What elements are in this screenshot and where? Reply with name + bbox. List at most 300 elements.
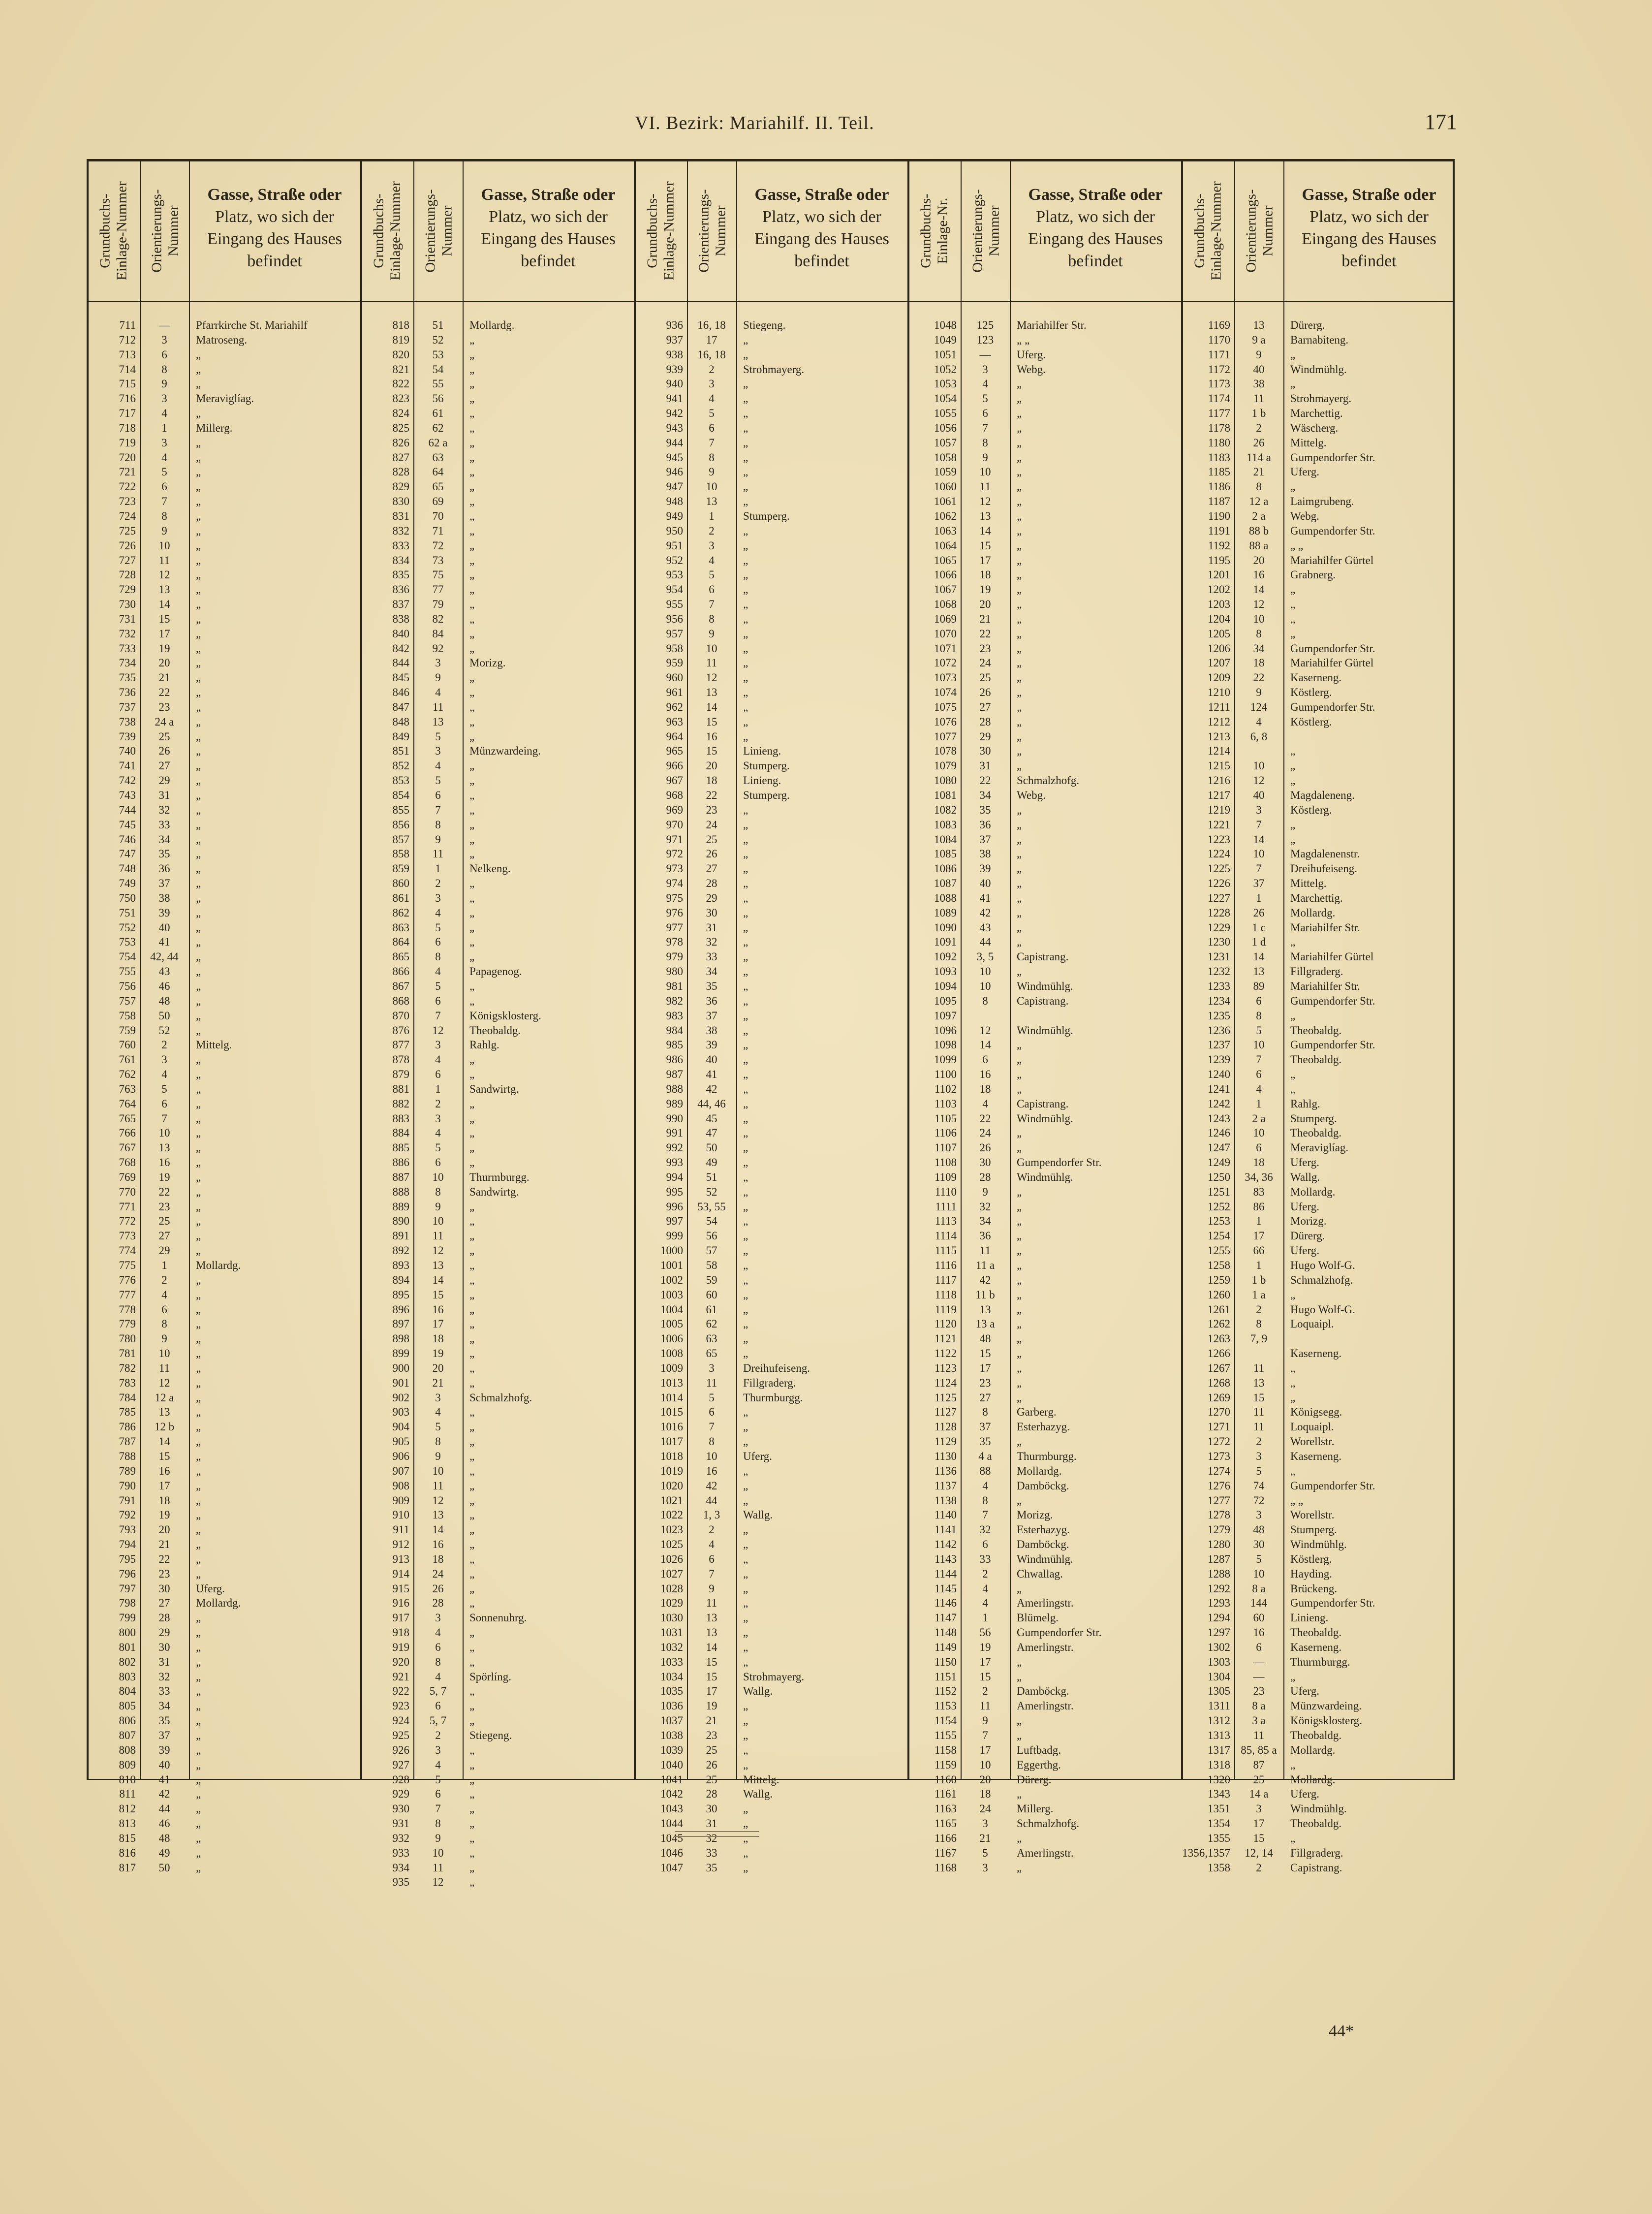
table-row <box>360 1067 634 1082</box>
street-name: „ <box>1017 745 1022 758</box>
table-row <box>907 1787 1181 1802</box>
orientierung-number: 5, 7 <box>429 1714 447 1727</box>
grundbuch-number: 857 <box>392 833 409 846</box>
grundbuch-number: 768 <box>119 1156 136 1169</box>
table-row <box>907 333 1181 348</box>
orientierung-number: 11 <box>158 554 170 567</box>
grundbuch-number: 738 <box>119 715 136 728</box>
orientierung-number: 17 <box>706 1685 717 1698</box>
orientierung-number: 9 <box>1256 686 1262 699</box>
table-row <box>87 538 360 553</box>
header-line: Grundbuchs- <box>371 193 387 268</box>
grundbuch-number: 1094 <box>934 980 957 992</box>
grundbuch-number: 987 <box>666 1068 683 1081</box>
grundbuch-number: 803 <box>119 1670 136 1683</box>
orientierung-number: 4 <box>982 1097 988 1110</box>
grundbuch-number: 1210 <box>1208 686 1230 699</box>
orientierung-number: 8 <box>435 950 441 963</box>
orientierung-number: 7 <box>161 495 167 508</box>
street-name: „ <box>743 994 748 1007</box>
orientierung-number: 56 <box>706 1230 717 1242</box>
street-name: „ <box>743 1612 748 1624</box>
street-name: „ <box>743 1112 748 1125</box>
table-row <box>360 1185 634 1200</box>
table-row <box>1181 1670 1455 1684</box>
orientierung-number: 4 <box>709 392 715 405</box>
grundbuch-number: 816 <box>119 1846 136 1859</box>
table-row <box>360 1479 634 1493</box>
orientierung-number: 7 <box>161 1112 167 1125</box>
street-name: „ <box>1017 392 1022 405</box>
grundbuch-number: 755 <box>119 965 136 978</box>
street-name: „ <box>743 1817 748 1830</box>
street-name: Windmühlg. <box>1017 1170 1073 1183</box>
grundbuch-number: 1095 <box>934 994 957 1007</box>
orientierung-number: 43 <box>158 965 170 978</box>
grundbuch-number: 950 <box>666 524 683 537</box>
street-name: „ <box>469 466 475 478</box>
orientierung-number: 29 <box>158 1244 170 1257</box>
orientierung-number: 39 <box>158 1743 170 1756</box>
grundbuch-number: 1033 <box>660 1655 683 1668</box>
table-row <box>1181 582 1455 597</box>
orientierung-number: 4 <box>435 906 441 919</box>
grundbuch-number: 1242 <box>1208 1097 1230 1110</box>
street-name: „ <box>196 1552 201 1565</box>
orientierung-number: 4 <box>435 1053 441 1066</box>
orientierung-number: 1, 3 <box>703 1509 720 1521</box>
grundbuch-number: 1224 <box>1208 848 1230 860</box>
street-name: „ <box>469 1846 475 1859</box>
orientierung-number: 1 a <box>1252 1288 1266 1301</box>
table-row <box>634 1302 907 1317</box>
street-name: „ <box>1290 774 1296 787</box>
table-rows <box>634 318 907 1875</box>
orientierung-number: 18 <box>432 1552 444 1565</box>
street-name: Wallg. <box>743 1788 773 1801</box>
street-name: „ <box>743 378 748 390</box>
grundbuch-number: 929 <box>392 1788 409 1801</box>
street-name: „ <box>1017 1332 1022 1345</box>
table-row <box>634 333 907 348</box>
street-name: „ <box>196 1685 201 1698</box>
orientierung-number: 32 <box>979 1200 991 1213</box>
end-rule-second <box>675 1836 759 1837</box>
grundbuch-number: 900 <box>392 1361 409 1374</box>
grundbuch-number: 784 <box>119 1391 136 1404</box>
table-row <box>360 1273 634 1288</box>
table-row <box>634 1361 907 1376</box>
table-row <box>360 1126 634 1140</box>
grundbuch-number: 715 <box>119 378 136 390</box>
street-name: Linieng. <box>1290 1612 1329 1624</box>
orientierung-number: 37 <box>706 1009 717 1022</box>
orientierung-number: 13 a <box>975 1318 995 1330</box>
street-name: Kaserneng. <box>1290 1347 1342 1360</box>
table-row <box>360 1831 634 1846</box>
orientierung-number: 2 <box>982 1685 988 1698</box>
orientierung-number: 8 <box>709 451 715 464</box>
grundbuch-number: 1254 <box>1208 1230 1230 1242</box>
orientierung-number: 27 <box>158 759 170 772</box>
street-name: „ <box>469 1127 475 1139</box>
table-row <box>907 847 1181 861</box>
street-name: Esterhazyg. <box>1017 1523 1070 1536</box>
header-line: befindet <box>794 252 849 270</box>
grundbuch-number: 1172 <box>1208 363 1230 376</box>
grundbuch-number: 817 <box>119 1861 136 1874</box>
orientierung-number: 4 <box>435 759 441 772</box>
street-name: Loquaipl. <box>1290 1421 1334 1433</box>
street-name: „ <box>1017 715 1022 728</box>
orientierung-number: 46 <box>158 980 170 992</box>
grundbuch-number: 1268 <box>1208 1376 1230 1389</box>
orientierung-number: 3 <box>161 1053 167 1066</box>
orientierung-number: 11 <box>706 657 717 669</box>
grundbuch-number: 842 <box>392 642 409 655</box>
grundbuch-number: 1114 <box>935 1230 957 1242</box>
table-row <box>907 1493 1181 1508</box>
street-name: „ <box>1017 1068 1022 1081</box>
street-name: „ <box>743 1758 748 1771</box>
header-line: Einlage-Nummer <box>661 181 678 281</box>
table-row <box>907 582 1181 597</box>
street-name: „ <box>743 1200 748 1213</box>
header-line: Gasse, Straße oder <box>481 186 616 204</box>
table-row <box>634 1522 907 1537</box>
table-row <box>907 1376 1181 1391</box>
table-row <box>87 1861 360 1875</box>
table-row <box>360 1670 634 1684</box>
street-name: „ <box>743 1597 748 1610</box>
grundbuch-number: 766 <box>119 1127 136 1139</box>
orientierung-number: 1 <box>435 862 441 875</box>
orientierung-number: 55 <box>432 378 444 390</box>
grundbuch-number: 955 <box>666 598 683 611</box>
orientierung-number: 34 <box>158 1700 170 1712</box>
orientierung-number: 20 <box>1253 554 1265 567</box>
orientierung-number: 48 <box>158 1832 170 1844</box>
street-name: „ <box>743 627 748 640</box>
table-row <box>634 1684 907 1699</box>
table-row <box>907 1449 1181 1464</box>
orientierung-number: 3 <box>982 363 988 376</box>
street-name: „ <box>743 612 748 625</box>
street-name: „ „ <box>1017 333 1030 346</box>
grundbuch-number: 1046 <box>660 1846 683 1859</box>
grundbuch-number: 966 <box>666 759 683 772</box>
street-name: „ <box>196 569 201 581</box>
table-row <box>1181 788 1455 803</box>
grundbuch-number: 1351 <box>1208 1803 1230 1815</box>
table-row <box>87 479 360 494</box>
grundbuch-number: 770 <box>119 1185 136 1198</box>
table-row <box>360 1346 634 1361</box>
grundbuch-number: 723 <box>119 495 136 508</box>
street-name: Strohmayerg. <box>743 363 805 376</box>
street-name: „ <box>469 1421 475 1433</box>
grundbuch-number: 1023 <box>660 1523 683 1536</box>
orientierung-number: 33 <box>158 818 170 831</box>
grundbuch-number: 1000 <box>660 1244 683 1257</box>
table-row <box>87 1743 360 1758</box>
table-row <box>1181 1684 1455 1699</box>
street-name: „ <box>743 657 748 669</box>
orientierung-number: 53, 55 <box>697 1200 726 1213</box>
grundbuch-number: 761 <box>119 1053 136 1066</box>
grundbuch-number: 1177 <box>1208 407 1230 420</box>
orientierung-number: 24 <box>979 1127 991 1139</box>
orientierung-number: 33 <box>706 950 717 963</box>
table-row <box>634 494 907 509</box>
orientierung-number: 10 <box>706 642 717 655</box>
grundbuch-number: 831 <box>392 509 409 522</box>
table-row <box>360 803 634 818</box>
street-name: Windmühlg. <box>1290 1803 1347 1815</box>
grundbuch-number: 853 <box>392 774 409 787</box>
table-row <box>907 568 1181 582</box>
grundbuch-number: 759 <box>119 1024 136 1037</box>
table-row <box>634 421 907 436</box>
orientierung-number: 5 <box>709 407 715 420</box>
orientierung-number: 10 <box>432 1846 444 1859</box>
orientierung-number: 23 <box>979 1376 991 1389</box>
orientierung-number: 8 <box>435 1817 441 1830</box>
table-row <box>907 1155 1181 1170</box>
street-name: „ <box>196 363 201 376</box>
table-row <box>634 1200 907 1214</box>
table-row <box>360 744 634 759</box>
grundbuch-number: 917 <box>392 1612 409 1624</box>
orientierung-number: 18 <box>432 1332 444 1345</box>
orientierung-number: 4 <box>982 378 988 390</box>
street-name: Gumpendorfer Str. <box>1290 451 1375 464</box>
street-name: „ <box>743 891 748 904</box>
table-row <box>360 568 634 582</box>
orientierung-number: 2 <box>709 524 715 537</box>
grundbuch-number: 1109 <box>934 1170 957 1183</box>
grundbuch-number: 932 <box>392 1832 409 1844</box>
street-name: „ <box>196 1127 201 1139</box>
orientierung-number: 2 a <box>1252 509 1266 522</box>
grundbuch-number: 902 <box>392 1391 409 1404</box>
table-row <box>360 582 634 597</box>
grundbuch-number: 927 <box>392 1758 409 1771</box>
street-name: Worellstr. <box>1290 1509 1335 1521</box>
table-row <box>1181 1846 1455 1861</box>
grundbuch-number: 1190 <box>1208 509 1230 522</box>
orientierung-number: 13 <box>432 715 444 728</box>
orientierung-number: 18 <box>706 774 717 787</box>
street-name: Königsklosterg. <box>1290 1714 1362 1727</box>
orientierung-number: 11 <box>706 1376 717 1389</box>
table-row <box>1181 847 1455 861</box>
orientierung-number: 69 <box>432 495 444 508</box>
grundbuch-number: 1278 <box>1208 1509 1230 1521</box>
orientierung-number: 35 <box>158 1714 170 1727</box>
orientierung-number: 7 <box>1256 1053 1262 1066</box>
orientierung-number: 13 <box>706 1612 717 1624</box>
orientierung-number: 2 <box>1256 1303 1262 1316</box>
grundbuch-number: 866 <box>392 965 409 978</box>
table-row <box>87 1258 360 1273</box>
street-name: Capistrang. <box>1017 994 1069 1007</box>
street-name: „ <box>469 1068 475 1081</box>
table-row <box>87 685 360 700</box>
street-name: „ <box>743 1464 748 1477</box>
orientierung-number: 16, 18 <box>697 348 726 361</box>
street-name: „ <box>469 848 475 860</box>
table-row <box>1181 1699 1455 1713</box>
orientierung-number: 13 <box>1253 965 1265 978</box>
orientierung-number: 51 <box>706 1170 717 1183</box>
table-row <box>907 1331 1181 1346</box>
street-name: Sandwirtg. <box>469 1185 519 1198</box>
street-name: „ <box>469 1332 475 1345</box>
grundbuch-number: 1044 <box>660 1817 683 1830</box>
table-row <box>634 656 907 670</box>
street-name: Mittelg. <box>743 1773 779 1786</box>
grundbuch-number: 1267 <box>1208 1361 1230 1374</box>
table-row <box>1181 1405 1455 1420</box>
grundbuch-number: 885 <box>392 1141 409 1154</box>
table-row <box>1181 964 1455 979</box>
grundbuch-number: 1235 <box>1208 1009 1230 1022</box>
street-name: Theobaldg. <box>1290 1626 1342 1639</box>
table-row <box>87 1170 360 1185</box>
grundbuch-number: 974 <box>666 877 683 890</box>
street-name: Stiegeng. <box>743 319 786 331</box>
street-name: „ <box>469 1538 475 1551</box>
orientierung-number: 18 <box>1253 1156 1265 1169</box>
street-name: Blümelg. <box>1017 1612 1059 1624</box>
grundbuch-number: 732 <box>119 627 136 640</box>
grundbuch-number: 967 <box>666 774 683 787</box>
table-row <box>1181 994 1455 1009</box>
table-row <box>87 406 360 421</box>
street-name: „ <box>469 1876 475 1889</box>
header-grundbuchs-text <box>918 193 951 268</box>
street-name: „ <box>469 1435 475 1448</box>
street-name: „ <box>743 1714 748 1727</box>
grundbuch-number: 879 <box>392 1068 409 1081</box>
grundbuch-number: 896 <box>392 1303 409 1316</box>
grundbuch-number: 711 <box>119 319 136 331</box>
street-name: Gumpendorfer Str. <box>1017 1156 1102 1169</box>
street-name: „ <box>469 495 475 508</box>
grundbuch-number: 1116 <box>935 1259 957 1271</box>
orientierung-number: 1 c <box>1252 921 1266 934</box>
street-name: „ <box>1017 730 1022 743</box>
street-name: Linieng. <box>743 774 781 787</box>
grundbuch-number: 786 <box>119 1421 136 1433</box>
table-row <box>360 1787 634 1802</box>
orientierung-number: 17 <box>979 1655 991 1668</box>
street-name: „ <box>196 789 201 801</box>
grundbuch-number: 911 <box>393 1523 409 1536</box>
street-name: „ <box>196 1421 201 1433</box>
table-row <box>1181 1361 1455 1376</box>
street-name: „ <box>196 539 201 552</box>
street-name: Amerlingstr. <box>1017 1597 1074 1610</box>
grundbuch-number: 780 <box>119 1332 136 1345</box>
grundbuch-number: 1059 <box>934 466 957 478</box>
orientierung-number: 40 <box>1253 789 1265 801</box>
street-name: „ <box>743 1024 748 1037</box>
table-row <box>87 964 360 979</box>
orientierung-number: 12 a <box>155 1391 174 1404</box>
street-name: Rahlg. <box>469 1039 499 1051</box>
grundbuch-number: 958 <box>666 642 683 655</box>
street-name: „ <box>469 818 475 831</box>
orientierung-number: 10 <box>432 1170 444 1183</box>
table-row <box>634 1552 907 1567</box>
orientierung-number: 34, 36 <box>1245 1170 1273 1183</box>
street-name: Mariahilfer Str. <box>1290 921 1360 934</box>
table-row <box>1181 861 1455 876</box>
orientierung-number: 26 <box>979 686 991 699</box>
orientierung-number: 22 <box>158 686 170 699</box>
header-grundbuchs <box>87 163 141 299</box>
orientierung-number: 14 <box>1253 950 1265 963</box>
table-row <box>360 1802 634 1816</box>
street-name: „ <box>196 1024 201 1037</box>
grundbuch-number: 1018 <box>660 1450 683 1462</box>
table-row <box>634 847 907 861</box>
header-orientierung <box>141 163 190 299</box>
table-row <box>360 832 634 847</box>
street-name: „ <box>1017 1141 1022 1154</box>
table-row <box>1181 524 1455 538</box>
grundbuch-number: 848 <box>392 715 409 728</box>
orientierung-number: 7 <box>435 1009 441 1022</box>
table-row <box>1181 348 1455 362</box>
orientierung-number: 84 <box>432 627 444 640</box>
street-name: „ <box>196 1141 201 1154</box>
grundbuch-number: 992 <box>666 1141 683 1154</box>
grundbuch-number: 895 <box>392 1288 409 1301</box>
grundbuch-number: 1098 <box>934 1039 957 1051</box>
table-row <box>634 1713 907 1728</box>
table-row <box>1181 1449 1455 1464</box>
grundbuch-number: 912 <box>392 1538 409 1551</box>
table-row <box>360 494 634 509</box>
table-row <box>1181 949 1455 964</box>
street-name: „ <box>196 1743 201 1756</box>
orientierung-number: 14 <box>979 524 991 537</box>
orientierung-number: 54 <box>706 1215 717 1228</box>
table-row <box>634 1787 907 1802</box>
grundbuch-number: 810 <box>119 1773 136 1786</box>
orientierung-number: 11 a <box>975 1259 995 1271</box>
table-row <box>634 362 907 377</box>
table-row <box>907 1302 1181 1317</box>
street-name: „ <box>196 436 201 449</box>
grundbuch-number: 934 <box>392 1861 409 1874</box>
orientierung-number: 11 <box>432 1479 444 1492</box>
table-row <box>87 1537 360 1552</box>
grundbuch-number: 1214 <box>1208 745 1230 758</box>
table-row <box>87 1772 360 1787</box>
grundbuch-number: 729 <box>119 583 136 596</box>
grundbuch-number: 1006 <box>660 1332 683 1345</box>
table-row <box>360 1552 634 1567</box>
grundbuch-number: 1088 <box>934 891 957 904</box>
street-name: „ „ <box>1290 539 1304 552</box>
grundbuch-number: 1302 <box>1208 1641 1230 1653</box>
table-row <box>907 1273 1181 1288</box>
grundbuch-number: 779 <box>119 1318 136 1330</box>
